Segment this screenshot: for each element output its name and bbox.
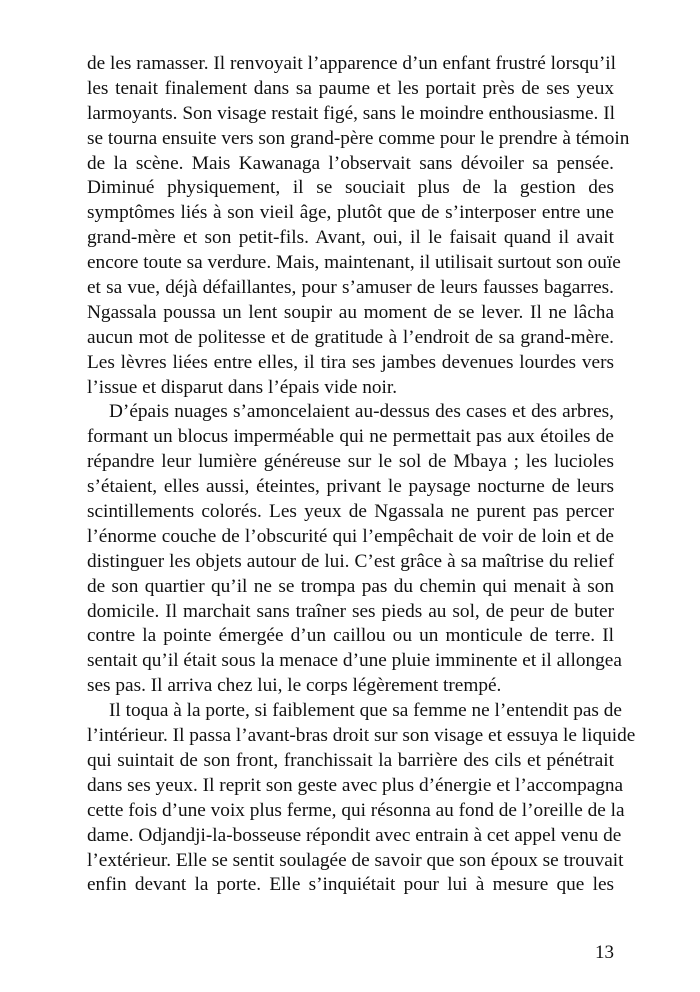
text-line: les tenait finalement dans sa paume et les portait près de ses yeux: [87, 77, 614, 99]
text-line: D’épais nuages s’amoncelaient au-dessus des cases et des arbres,: [109, 401, 614, 423]
text-line: de les ramasser. Il renvoyait l’apparence d’un enfant frustré lorsqu’il: [87, 53, 616, 74]
text-line: Ngassala poussa un lent soupir au moment de se lever. Il ne lâcha: [87, 301, 614, 323]
text-line: symptômes liés à son vieil âge, plutôt que de s’interposer entre une: [87, 202, 614, 224]
text-line: larmoyants. Son visage restait figé, sans le moindre enthousiasme. Il: [87, 102, 615, 124]
paragraph: [87, 52, 630, 400]
text-line: l’intérieur. Il passa l’avant-bras droit sur son visage et essuya le liquide: [87, 725, 636, 747]
text-line: se tourna ensuite vers son grand-père comme pour le prendre à témoin: [87, 127, 630, 149]
text-line: encore toute sa verdure. Mais, maintenant, il utilisait surtout son ouïe: [87, 252, 621, 274]
text-line: dame. Odjandji-la-bosseuse répondit avec entrain à cet appel venu de: [87, 824, 622, 846]
text-line: l’issue et disparut dans l’épais vide noir.: [87, 376, 398, 398]
text-line: de son quartier qu’il ne se trompa pas du chemin qui menait à son: [87, 575, 614, 597]
text-line: distinguer les objets autour de lui. C’est grâce à sa maîtrise du relief: [87, 550, 614, 572]
paragraph: [87, 400, 622, 699]
text-line: Diminué physiquement, il se souciait plus de la gestion des: [87, 177, 614, 199]
text-line: s’étaient, elles aussi, éteintes, privant le paysage nocturne de leurs: [87, 476, 614, 498]
paragraph: [87, 699, 636, 898]
text-line: répandre leur lumière généreuse sur le sol de Mbaya ; les lucioles: [87, 451, 614, 473]
text-line: sentait qu’il était sous la menace d’une pluie imminente et il allongea: [87, 650, 622, 672]
page-number: 13: [595, 942, 614, 963]
text-line: cette fois d’une voix plus ferme, qui résonna au fond de l’oreille de la: [87, 799, 625, 821]
text-line: Les lèvres liées entre elles, il tira ses jambes devenues lourdes vers: [87, 351, 614, 373]
body-text: [87, 52, 636, 898]
text-line: grand-mère et son petit-fils. Avant, oui, il le faisait quand il avait: [87, 227, 614, 249]
text-line: domicile. Il marchait sans traîner ses pieds au sol, de peur de buter: [87, 600, 614, 622]
text-line: ses pas. Il arriva chez lui, le corps légèrement trempé.: [87, 675, 502, 697]
text-line: contre la pointe émergée d’un caillou ou un monticule de terre. Il: [87, 625, 614, 647]
text-line: l’énorme couche de l’obscurité qui l’empêchait de voir de loin et de: [87, 525, 614, 547]
text-line: l’extérieur. Elle se sentit soulagée de savoir que son époux se trouvait: [87, 849, 624, 871]
text-line: qui suintait de son front, franchissait la barrière des cils et pénétrait: [87, 749, 614, 771]
text-line: formant un blocus imperméable qui ne permettait pas aux étoiles de: [87, 426, 614, 448]
text-line: enfin devant la porte. Elle s’inquiétait pour lui à mesure que les: [87, 874, 614, 896]
text-line: Il toqua à la porte, si faiblement que sa femme ne l’entendit pas de: [109, 700, 622, 722]
text-line: de la scène. Mais Kawanaga l’observait sans dévoiler sa pensée.: [87, 152, 614, 174]
text-line: et sa vue, déjà défaillantes, pour s’amuser de leurs fausses bagarres.: [87, 277, 614, 299]
text-line: scintillements colorés. Les yeux de Ngassala ne purent pas percer: [87, 501, 614, 523]
text-line: dans ses yeux. Il reprit son geste avec plus d’énergie et l’accompagna: [87, 774, 624, 796]
text-line: aucun mot de politesse et de gratitude à l’endroit de sa grand-mère.: [87, 326, 614, 348]
